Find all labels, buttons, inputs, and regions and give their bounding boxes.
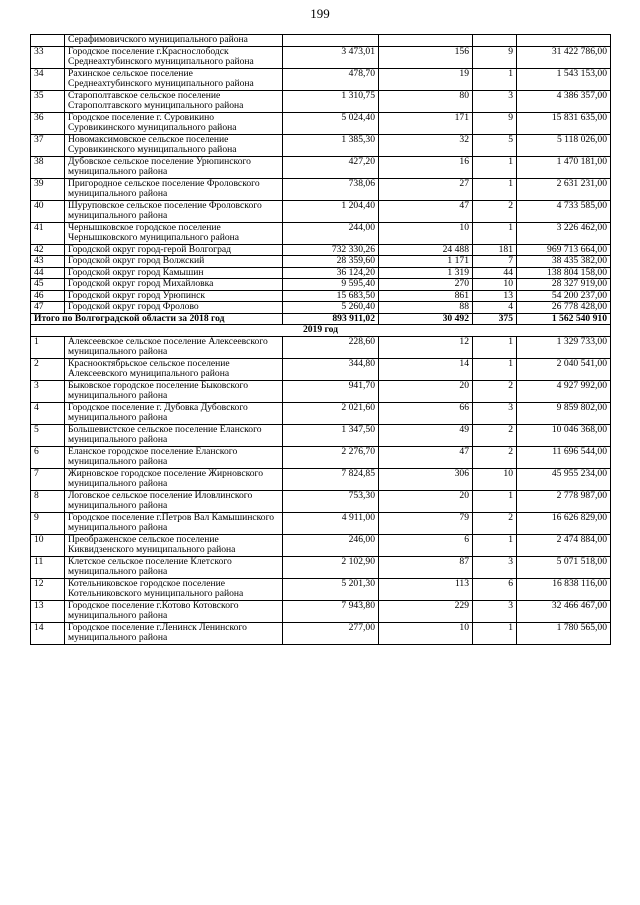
settlement-name: Котельниковское городское поселение Котельниковского муниципального района [65,578,283,600]
row-number: 36 [31,112,65,134]
area-value: 7 824,85 [283,468,379,490]
settlement-name: Жирновское городское поселение Жирновского муниципального района [65,468,283,490]
row-number: 7 [31,468,65,490]
area-value: 732 330,26 [283,244,379,256]
total-label: Итого по Волгоградской области за 2018 год [31,313,283,325]
row-number: 5 [31,424,65,446]
row-number: 9 [31,512,65,534]
people-count: 80 [379,90,473,112]
cost-value: 15 831 635,00 [517,112,611,134]
people-count: 88 [379,302,473,314]
houses-count: 44 [473,267,517,279]
settlement-name: Городское поселение г. Суровикино Суровикинского муниципального района [65,112,283,134]
settlement-name: Быковское городское поселение Быковского муниципального района [65,380,283,402]
houses-count: 2 [473,424,517,446]
area-value: 941,70 [283,380,379,402]
row-number: 2 [31,358,65,380]
area-value: 1 310,75 [283,90,379,112]
houses-count: 1 [473,178,517,200]
houses-count: 1 [473,68,517,90]
row-number: 47 [31,302,65,314]
table-row [31,578,611,600]
houses-count: 1 [473,358,517,380]
people-count: 1 319 [379,267,473,279]
people-count: 66 [379,402,473,424]
cost-value: 10 046 368,00 [517,424,611,446]
table-row [31,512,611,534]
area-value: 246,00 [283,534,379,556]
area-value: 228,60 [283,336,379,358]
area-value: 5 201,30 [283,578,379,600]
people-count: 306 [379,468,473,490]
houses-count: 3 [473,600,517,622]
year-header: 2019 год [31,325,611,337]
year-header-row [31,325,611,337]
cost-value: 54 200 237,00 [517,290,611,302]
area-value: 277,00 [283,622,379,644]
settlement-name: Городской округ город-герой Волгоград [65,244,283,256]
people-count: 113 [379,578,473,600]
houses-count: 7 [473,256,517,268]
table-row [31,424,611,446]
area-value: 9 595,40 [283,279,379,291]
houses-count: 1 [473,490,517,512]
row-number [31,35,65,47]
people-count: 229 [379,600,473,622]
houses-count: 1 [473,534,517,556]
people-count: 47 [379,200,473,222]
settlement-name: Пригородное сельское поселение Фроловского муниципального района [65,178,283,200]
cost-value: 2 040 541,00 [517,358,611,380]
area-value: 4 911,00 [283,512,379,534]
area-value: 28 359,60 [283,256,379,268]
settlement-name: Городской округ город Урюпинск [65,290,283,302]
people-count: 14 [379,358,473,380]
people-count: 10 [379,222,473,244]
resettlement-table [30,34,611,645]
table-row [31,380,611,402]
people-count: 156 [379,46,473,68]
cost-value: 2 631 231,00 [517,178,611,200]
row-number: 1 [31,336,65,358]
row-number: 40 [31,200,65,222]
area-value: 244,00 [283,222,379,244]
people-count: 19 [379,68,473,90]
people-count: 20 [379,490,473,512]
settlement-name: Городской округ город Волжский [65,256,283,268]
settlement-name: Городское поселение г.Краснослободск Среднеахтубинского муниципального района [65,46,283,68]
table-row [31,446,611,468]
people-count [379,35,473,47]
area-value: 1 204,40 [283,200,379,222]
cost-value: 3 226 462,00 [517,222,611,244]
houses-count: 2 [473,380,517,402]
table-row [31,244,611,256]
area-value: 1 347,50 [283,424,379,446]
houses-count: 2 [473,200,517,222]
total-row [31,313,611,325]
settlement-name: Рахинское сельское поселение Среднеахтубинского муниципального района [65,68,283,90]
cost-value: 32 466 467,00 [517,600,611,622]
people-count: 79 [379,512,473,534]
table-row [31,112,611,134]
houses-count: 1 [473,622,517,644]
area-value: 15 683,50 [283,290,379,302]
people-count: 87 [379,556,473,578]
cost-value: 2 778 987,00 [517,490,611,512]
row-number: 6 [31,446,65,468]
area-value: 36 124,20 [283,267,379,279]
cost-value: 45 955 234,00 [517,468,611,490]
people-count: 47 [379,446,473,468]
row-number: 4 [31,402,65,424]
people-count: 10 [379,622,473,644]
row-number: 44 [31,267,65,279]
houses-count: 3 [473,402,517,424]
settlement-name: Краснооктябрьское сельское поселение Алексеевского муниципального района [65,358,283,380]
cost-value: 5 118 026,00 [517,134,611,156]
settlement-name: Преображенское сельское поселение Киквидзенского муниципального района [65,534,283,556]
people-count: 20 [379,380,473,402]
cost-value [517,35,611,47]
cost-value: 31 422 786,00 [517,46,611,68]
row-number: 11 [31,556,65,578]
row-number: 14 [31,622,65,644]
row-number: 13 [31,600,65,622]
houses-count: 3 [473,556,517,578]
cost-value: 4 386 357,00 [517,90,611,112]
area-value: 478,70 [283,68,379,90]
table-row [31,302,611,314]
houses-count: 9 [473,112,517,134]
cost-value: 16 626 829,00 [517,512,611,534]
cost-value: 11 696 544,00 [517,446,611,468]
table-row [31,68,611,90]
table-row [31,178,611,200]
table-row [31,156,611,178]
settlement-name: Дубовское сельское поселение Урюпинского муниципального района [65,156,283,178]
table-row [31,200,611,222]
settlement-name: Городское поселение г.Ленинск Ленинского муниципального района [65,622,283,644]
people-count: 24 488 [379,244,473,256]
total-cost: 1 562 540 910 [517,313,611,325]
settlement-name: Еланское городское поселение Еланского муниципального района [65,446,283,468]
cost-value: 38 435 382,00 [517,256,611,268]
settlement-name: Городское поселение г.Петров Вал Камышинского муниципального района [65,512,283,534]
table-body-2019 [31,336,611,644]
houses-count: 2 [473,446,517,468]
table-row [31,358,611,380]
row-number: 46 [31,290,65,302]
settlement-name: Городской округ город Михайловка [65,279,283,291]
table-row [31,468,611,490]
row-number: 33 [31,46,65,68]
area-value: 1 385,30 [283,134,379,156]
houses-count: 1 [473,336,517,358]
cost-value: 4 733 585,00 [517,200,611,222]
people-count: 16 [379,156,473,178]
table-row [31,90,611,112]
row-number: 10 [31,534,65,556]
area-value [283,35,379,47]
houses-count: 13 [473,290,517,302]
row-number: 35 [31,90,65,112]
people-count: 32 [379,134,473,156]
people-count: 270 [379,279,473,291]
total-houses: 375 [473,313,517,325]
settlement-name: Городской округ город Камышин [65,267,283,279]
settlement-name: Серафимовичского муниципального района [65,35,283,47]
table-row [31,290,611,302]
houses-count: 10 [473,468,517,490]
cost-value: 5 071 518,00 [517,556,611,578]
houses-count: 6 [473,578,517,600]
row-number: 3 [31,380,65,402]
row-number: 8 [31,490,65,512]
settlement-name: Чернышковское городское поселение Чернышковского муниципального района [65,222,283,244]
settlement-name: Новомаксимовское сельское поселение Суровикинского муниципального района [65,134,283,156]
houses-count: 3 [473,90,517,112]
people-count: 861 [379,290,473,302]
people-count: 6 [379,534,473,556]
row-number: 34 [31,68,65,90]
row-number: 41 [31,222,65,244]
table-row [31,622,611,644]
people-count: 171 [379,112,473,134]
row-number: 12 [31,578,65,600]
table-row [31,267,611,279]
table-row [31,134,611,156]
table-total-section [31,313,611,336]
houses-count [473,35,517,47]
houses-count: 1 [473,222,517,244]
cost-value: 138 804 158,00 [517,267,611,279]
settlement-name: Городской округ город Фролово [65,302,283,314]
houses-count: 4 [473,302,517,314]
settlement-name: Большевистское сельское поселение Еланского муниципального района [65,424,283,446]
houses-count: 10 [473,279,517,291]
row-number: 38 [31,156,65,178]
settlement-name: Городское поселение г.Котово Котовского муниципального района [65,600,283,622]
houses-count: 9 [473,46,517,68]
area-value: 5 024,40 [283,112,379,134]
table-row [31,402,611,424]
cost-value: 969 713 664,00 [517,244,611,256]
settlement-name: Клетское сельское поселение Клетского муниципального района [65,556,283,578]
settlement-name: Старополтавское сельское поселение Старополтавского муниципального района [65,90,283,112]
table-row [31,490,611,512]
people-count: 27 [379,178,473,200]
row-number: 37 [31,134,65,156]
area-value: 427,20 [283,156,379,178]
settlement-name: Шуруповское сельское поселение Фроловского муниципального района [65,200,283,222]
area-value: 3 473,01 [283,46,379,68]
cost-value: 4 927 992,00 [517,380,611,402]
table-row [31,46,611,68]
area-value: 2 021,60 [283,402,379,424]
people-count: 1 171 [379,256,473,268]
cost-value: 1 470 181,00 [517,156,611,178]
cost-value: 28 327 919,00 [517,279,611,291]
row-number: 43 [31,256,65,268]
settlement-name: Городское поселение г. Дубовка Дубовского муниципального района [65,402,283,424]
table-body-2018 [31,35,611,314]
total-area: 893 911,02 [283,313,379,325]
page-number: 199 [310,6,330,21]
houses-count: 1 [473,156,517,178]
table-row [31,600,611,622]
cost-value: 2 474 884,00 [517,534,611,556]
area-value: 2 102,90 [283,556,379,578]
cost-value: 1 329 733,00 [517,336,611,358]
row-number: 42 [31,244,65,256]
row-number: 45 [31,279,65,291]
cost-value: 1 780 565,00 [517,622,611,644]
cost-value: 26 778 428,00 [517,302,611,314]
cost-value: 1 543 153,00 [517,68,611,90]
row-number: 39 [31,178,65,200]
table-row [31,279,611,291]
houses-count: 181 [473,244,517,256]
people-count: 49 [379,424,473,446]
area-value: 5 260,40 [283,302,379,314]
houses-count: 2 [473,512,517,534]
area-value: 344,80 [283,358,379,380]
area-value: 738,06 [283,178,379,200]
table-row [31,256,611,268]
area-value: 7 943,80 [283,600,379,622]
total-people: 30 492 [379,313,473,325]
table-row [31,336,611,358]
houses-count: 5 [473,134,517,156]
cost-value: 9 859 802,00 [517,402,611,424]
area-value: 2 276,70 [283,446,379,468]
settlement-name: Логовское сельское поселение Иловлинского муниципального района [65,490,283,512]
table-row [31,35,611,47]
people-count: 12 [379,336,473,358]
table-row [31,534,611,556]
table-row [31,222,611,244]
cost-value: 16 838 116,00 [517,578,611,600]
area-value: 753,30 [283,490,379,512]
settlement-name: Алексеевское сельское поселение Алексеевского муниципального района [65,336,283,358]
table-row [31,556,611,578]
